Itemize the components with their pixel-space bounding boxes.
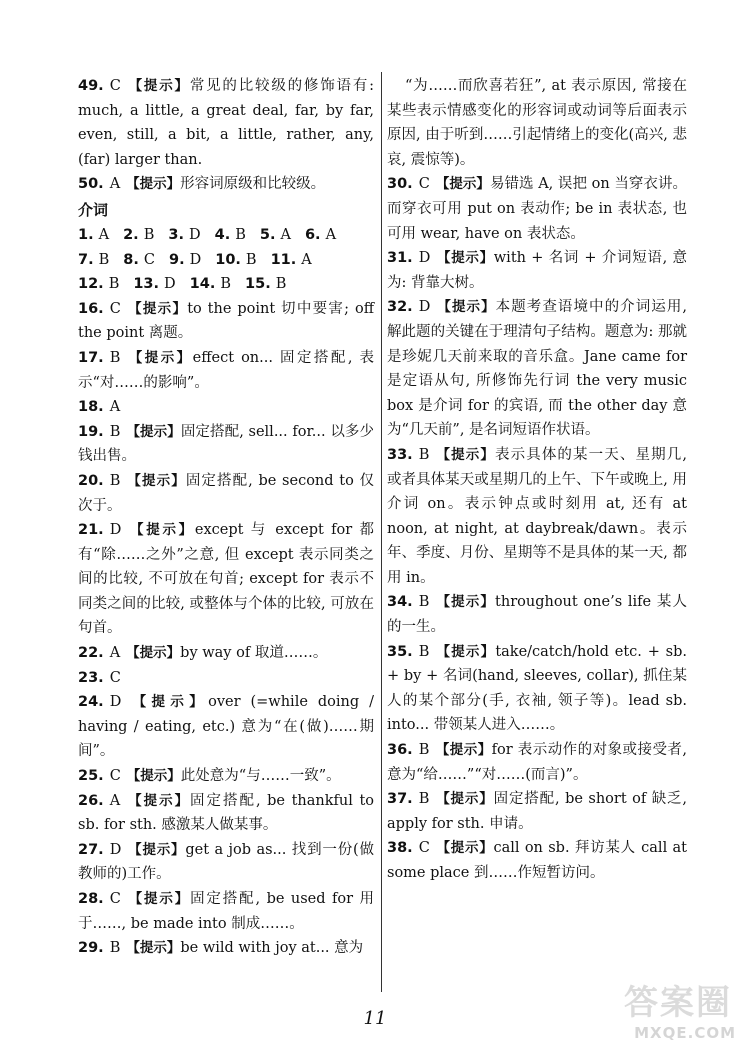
question-number: 24. bbox=[78, 694, 104, 711]
question-number: 27. bbox=[78, 841, 104, 858]
answer-entry bbox=[78, 518, 374, 641]
hint-tag: 【提示】 bbox=[126, 472, 186, 489]
answer-entry bbox=[78, 838, 374, 887]
answer-letter: D bbox=[418, 299, 431, 316]
answer-letter: A bbox=[98, 226, 110, 243]
answer-letter: B bbox=[109, 472, 121, 489]
question-number: 1. bbox=[78, 226, 94, 243]
question-number: 5. bbox=[259, 226, 276, 243]
question-number: 3. bbox=[168, 226, 184, 243]
question-number: 12. bbox=[78, 276, 104, 293]
answer-letter: B bbox=[275, 276, 287, 293]
answer-entry bbox=[78, 936, 374, 961]
hint-text: by way of 取道……。 bbox=[180, 645, 328, 662]
question-number: 49. bbox=[78, 78, 104, 94]
left-top-entries bbox=[78, 74, 374, 197]
answer-letter: B bbox=[418, 643, 430, 660]
answer-item bbox=[78, 272, 119, 297]
answer-letter: D bbox=[189, 251, 202, 268]
answer-item bbox=[215, 248, 256, 273]
answer-letter: B bbox=[418, 446, 430, 463]
answer-letter: C bbox=[143, 251, 155, 268]
answer-entry bbox=[387, 590, 687, 639]
answer-letter: B bbox=[418, 742, 430, 759]
question-number: 35. bbox=[387, 643, 413, 660]
hint-tag: 【提示】 bbox=[127, 841, 186, 858]
answer-entry bbox=[387, 738, 687, 787]
hint-text: 形容词原级和比较级。 bbox=[180, 176, 326, 193]
answer-entry bbox=[78, 690, 374, 764]
answer-letter: D bbox=[109, 841, 122, 858]
hint-tag: 【提示】 bbox=[126, 645, 181, 662]
question-number: 26. bbox=[78, 792, 104, 809]
answer-entry bbox=[387, 443, 687, 591]
hint-text: over (=while doing / having / eating, etc.) 意为“在(做)……期间”。 bbox=[78, 694, 374, 760]
question-number: 36. bbox=[387, 742, 413, 759]
answer-letter: B bbox=[245, 251, 257, 268]
answer-letter: B bbox=[109, 349, 121, 366]
answer-letter: A bbox=[109, 792, 121, 809]
answer-item bbox=[305, 223, 336, 248]
question-number: 6. bbox=[304, 226, 321, 243]
answer-letter: B bbox=[418, 594, 430, 611]
question-number: 28. bbox=[78, 891, 104, 907]
answer-entry bbox=[387, 172, 687, 246]
answer-entry bbox=[78, 346, 374, 395]
hint-tag: 【提示】 bbox=[127, 694, 209, 711]
answer-letter: B bbox=[418, 791, 430, 808]
hint-text: except 与 except for 都有“除……之外”之意, 但 except 表示同类之间的比较, 不可放在句首; except for 表示不同类之间的比较, 或整体与个体的比较, 可放在句首。 bbox=[78, 522, 374, 637]
hint-tag: 【提示】 bbox=[126, 349, 193, 366]
answer-entry bbox=[387, 836, 687, 885]
answer-letter: B bbox=[143, 226, 155, 243]
answer-letter: B bbox=[108, 276, 120, 293]
answer-entry bbox=[387, 295, 687, 443]
answer-letter: A bbox=[280, 226, 291, 243]
answer-letter: C bbox=[109, 891, 121, 907]
question-number: 34. bbox=[387, 594, 413, 611]
continuation-text: “为……而欣喜若狂”, at 表示原因, 常接在某些表示情感变化的形容词或动词等后面表示原因, 由于听到……引起情绪上的变化(高兴, 悲哀, 震惊等)。 bbox=[387, 78, 687, 168]
answer-letter: A bbox=[109, 399, 121, 416]
hint-text: 固定搭配, sell... for... 以多少钱出售。 bbox=[78, 423, 375, 465]
hint-tag: 【提示】 bbox=[126, 176, 181, 193]
answer-letter: C bbox=[109, 300, 121, 317]
question-number: 9. bbox=[168, 251, 185, 268]
hint-text: to the point 切中要害; off the point 离题。 bbox=[78, 300, 374, 342]
question-number: 38. bbox=[387, 840, 413, 857]
answer-letter: C bbox=[418, 176, 430, 193]
hint-text: 固定搭配, be thankful to sb. for sth. 感激某人做某事。 bbox=[78, 792, 374, 834]
question-number: 32. bbox=[387, 299, 413, 316]
hint-tag: 【提示】 bbox=[126, 768, 181, 785]
answer-letter: A bbox=[325, 226, 337, 243]
hint-text: 本题考查语境中的介词运用, 解此题的关键在于理清句子结构。题意为: 那就是珍妮几天前来取的音乐盒。Jane came for 是定语从句, 所修饰先行词 the very music box 是介词 for 的宾语, 而 the other day 意为“几天前”, 是名词短语作状语。 bbox=[387, 299, 687, 439]
answer-letter: C bbox=[109, 768, 121, 785]
watermark-chinese: 答案圈 bbox=[624, 983, 732, 1023]
answer-letter: D bbox=[109, 694, 122, 711]
hint-tag: 【提示】 bbox=[126, 300, 188, 317]
answer-item bbox=[123, 248, 155, 273]
hint-text: effect on... 固定搭配, 表示“对……的影响”。 bbox=[78, 349, 375, 391]
hint-tag: 【提示】 bbox=[436, 250, 494, 267]
answer-entry bbox=[78, 297, 374, 346]
section-title-prepositions: 介词 bbox=[78, 200, 109, 219]
question-number: 37. bbox=[387, 791, 413, 808]
hint-tag: 【提示】 bbox=[126, 423, 181, 440]
hint-text: 表示具体的某一天、星期几, 或者具体某天或星期几的上午、下午或晚上, 用介词 on。表示钟点或时刻用 at, 还有 at noon, at night, at daybreak/dawn。表示年、季度、月份、星期等不是具体的某一天, 都用 in。 bbox=[387, 446, 688, 586]
answer-letter: B bbox=[109, 423, 121, 440]
answer-letter: C bbox=[109, 78, 121, 94]
hint-tag: 【提示】 bbox=[435, 643, 496, 660]
hint-tag: 【提示】 bbox=[435, 594, 496, 611]
answer-letter: B bbox=[220, 276, 232, 293]
hint-text: call on sb. 拜访某人 call at some place 到……作短暂访问。 bbox=[387, 840, 688, 881]
hint-tag: 【提示】 bbox=[435, 176, 490, 193]
hint-tag: 【提示】 bbox=[127, 522, 195, 539]
answer-entry bbox=[387, 640, 687, 738]
answer-item bbox=[168, 223, 200, 248]
answer-row bbox=[78, 272, 374, 297]
question-number: 15. bbox=[245, 276, 271, 293]
hint-text: throughout one’s life 某人的一生。 bbox=[387, 594, 688, 636]
answer-letter: D bbox=[188, 226, 201, 243]
hint-tag: 【提示】 bbox=[435, 840, 494, 857]
hint-text: with + 名词 + 介词短语, 意为: 背靠大树。 bbox=[387, 250, 687, 291]
hint-text: 常见的比较级的修饰语有: much, a little, a great deal, far, by far, even, still, a bit, a little, rather, any, (far) larger than. bbox=[78, 78, 375, 168]
hint-text: for 表示动作的对象或接受者, 意为“给……”“对……(而言)”。 bbox=[387, 742, 687, 783]
answer-letter: D bbox=[418, 250, 431, 267]
watermark-url: MXQE.COM bbox=[634, 1024, 736, 1042]
hint-tag: 【提示】 bbox=[126, 891, 191, 907]
hint-text: 固定搭配, be short of 缺乏, apply for sth. 申请。 bbox=[387, 791, 688, 832]
question-number: 10. bbox=[215, 251, 241, 268]
question-number: 19. bbox=[78, 423, 104, 440]
answer-item bbox=[123, 223, 154, 248]
answer-item bbox=[245, 272, 286, 297]
question-number: 4. bbox=[214, 226, 231, 243]
answer-entry bbox=[387, 246, 687, 295]
question-number: 20. bbox=[78, 472, 104, 489]
answer-entry bbox=[78, 887, 374, 936]
answer-letter: D bbox=[109, 522, 122, 539]
answer-letter: C bbox=[418, 840, 430, 857]
hint-tag: 【提示】 bbox=[126, 940, 181, 957]
answer-letter: B bbox=[98, 251, 110, 268]
answer-entry bbox=[78, 764, 374, 789]
answer-letter: A bbox=[109, 645, 121, 662]
answer-item bbox=[271, 248, 312, 273]
answer-item bbox=[133, 272, 175, 297]
question-number: 16. bbox=[78, 300, 104, 317]
hint-tag: 【提示】 bbox=[435, 446, 495, 463]
hint-tag: 【提示】 bbox=[436, 299, 496, 316]
answer-row bbox=[78, 223, 374, 248]
question-number: 21. bbox=[78, 522, 104, 539]
answer-letter: D bbox=[164, 276, 176, 293]
right-entries bbox=[387, 172, 687, 885]
hint-text: 此处意为“与……一致”。 bbox=[180, 768, 341, 785]
answer-entry bbox=[78, 420, 374, 469]
answer-item bbox=[78, 223, 109, 248]
question-number: 8. bbox=[123, 251, 139, 268]
hint-text: be wild with joy at... 意为 bbox=[180, 940, 364, 957]
answer-entry bbox=[78, 641, 374, 666]
question-number: 22. bbox=[78, 645, 104, 662]
question-number: 17. bbox=[78, 349, 104, 366]
hint-text: get a job as... 找到一份(做教师的)工作。 bbox=[78, 841, 374, 883]
hint-tag: 【提示】 bbox=[435, 791, 494, 808]
question-number: 31. bbox=[387, 250, 413, 267]
answer-letter: B bbox=[109, 940, 121, 957]
hint-text: 固定搭配, be used for 用于……, be made into 制成……。 bbox=[78, 891, 374, 932]
hint-text: 固定搭配, be second to 仅次于。 bbox=[78, 472, 375, 514]
answer-letter: B bbox=[235, 226, 246, 243]
answer-letter: C bbox=[109, 669, 121, 686]
hint-tag: 【提示】 bbox=[126, 792, 191, 809]
answer-letter: A bbox=[109, 176, 121, 193]
question-number: 2. bbox=[123, 226, 139, 243]
answer-entry bbox=[78, 789, 374, 838]
question-number: 23. bbox=[78, 669, 104, 686]
left-column bbox=[78, 74, 374, 961]
answer-item bbox=[78, 248, 109, 273]
question-number: 29. bbox=[78, 940, 104, 957]
answer-entry bbox=[78, 666, 374, 691]
answer-entry bbox=[78, 172, 374, 197]
answer-item bbox=[190, 272, 231, 297]
question-number: 14. bbox=[189, 276, 216, 293]
question-number: 33. bbox=[387, 446, 413, 463]
hint-tag: 【提示】 bbox=[126, 78, 190, 94]
answer-row bbox=[78, 248, 374, 273]
answer-entry bbox=[387, 787, 687, 836]
question-number: 18. bbox=[78, 399, 104, 416]
column-divider bbox=[381, 72, 382, 992]
question-number: 7. bbox=[78, 251, 94, 268]
right-column bbox=[387, 74, 687, 886]
answer-item bbox=[260, 223, 291, 248]
question-number: 30. bbox=[387, 176, 413, 193]
answer-item bbox=[169, 248, 201, 273]
hint-text: 易错选 A, 误把 on 当穿衣讲。而穿衣可用 put on 表动作; be in 表状态, 也可用 wear, have on 表状态。 bbox=[387, 176, 687, 242]
multiple-choice-answers bbox=[78, 223, 374, 297]
question-number: 50. bbox=[78, 176, 104, 193]
hint-tag: 【提示】 bbox=[435, 742, 492, 759]
question-number: 11. bbox=[270, 251, 297, 268]
answer-entry bbox=[78, 469, 374, 518]
hint-text: take/catch/hold etc. + sb. + by + 名词(hand, sleeves, collar), 抓住某人的某个部分(手, 衣袖, 领子等)。lead sb. into... 带领某人进入……。 bbox=[387, 643, 687, 734]
question-number: 13. bbox=[133, 276, 160, 293]
answer-entry bbox=[78, 74, 374, 172]
question-number: 25. bbox=[78, 768, 104, 785]
answer-entry bbox=[78, 395, 374, 420]
watermark-logo bbox=[602, 982, 742, 1044]
left-entries bbox=[78, 297, 374, 961]
answer-item bbox=[215, 223, 246, 248]
answer-letter: A bbox=[301, 251, 312, 268]
page-number: 11 bbox=[363, 1008, 387, 1029]
